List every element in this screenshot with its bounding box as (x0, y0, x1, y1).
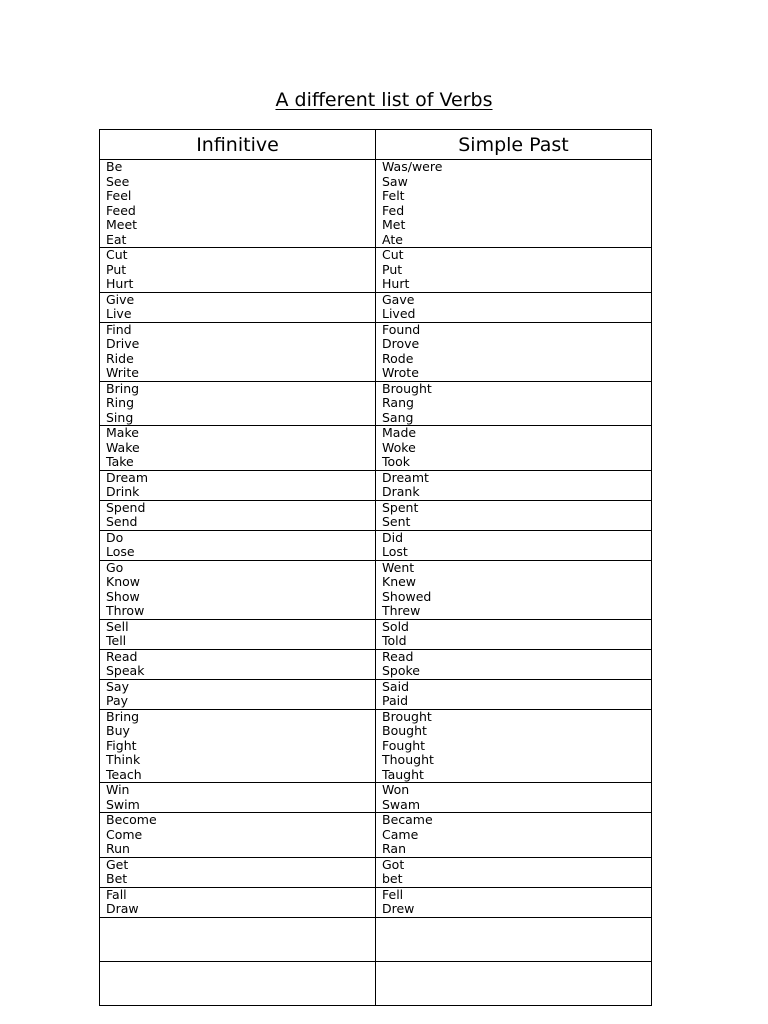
simple-past-word: Woke (382, 439, 416, 455)
infinitive-word: Swim (106, 796, 140, 812)
verb-group-row (100, 813, 652, 858)
infinitive-word: Fight (106, 737, 137, 753)
infinitive-cell (100, 813, 376, 858)
infinitive-word: Win (106, 782, 130, 797)
infinitive-cell (100, 426, 376, 471)
simple-past-word: Sang (382, 409, 414, 425)
simple-past-word: Showed (382, 588, 432, 604)
simple-past-word: Brought (382, 708, 432, 724)
infinitive-cell (100, 857, 376, 887)
infinitive-word: Be (106, 159, 123, 174)
infinitive-cell (100, 470, 376, 500)
infinitive-word: Bring (106, 380, 140, 396)
verb-group-row (100, 857, 652, 887)
infinitive-word: Show (106, 588, 140, 604)
simple-past-cell (376, 292, 652, 322)
infinitive-word: Find (106, 321, 132, 337)
simple-past-cell (376, 560, 652, 619)
infinitive-word: Spend (106, 499, 146, 515)
infinitive-word: Tell (106, 633, 127, 648)
infinitive-cell (100, 783, 376, 813)
simple-past-word: Drew (382, 901, 415, 916)
simple-past-cell (376, 248, 652, 293)
infinitive-word: See (106, 173, 130, 189)
simple-past-word: Sold (382, 618, 409, 634)
simple-past-word: Bought (382, 723, 427, 738)
simple-past-word: bet (382, 871, 403, 886)
infinitive-word: Draw (106, 901, 139, 916)
infinitive-word: Cut (106, 247, 128, 262)
simple-past-word: Found (382, 321, 421, 337)
verb-group-row (100, 530, 652, 560)
verb-group-row (100, 248, 652, 293)
simple-past-cell (376, 381, 652, 426)
infinitive-word: Speak (106, 663, 145, 678)
infinitive-word: Get (106, 856, 129, 872)
infinitive-word: Take (106, 454, 134, 469)
infinitive-word: Run (106, 841, 130, 856)
simple-past-word: Got (382, 856, 405, 872)
verb-group-row (100, 560, 652, 619)
infinitive-word: Bring (106, 708, 140, 724)
infinitive-word: Hurt (106, 276, 134, 291)
simple-past-cell (376, 619, 652, 649)
simple-past-word: Rang (382, 395, 414, 410)
simple-past-header: Simple Past (376, 130, 652, 160)
simple-past-word: Did (382, 529, 404, 545)
simple-past-cell (376, 470, 652, 500)
infinitive-word: Become (106, 812, 157, 827)
infinitive-word: Read (106, 648, 138, 664)
simple-past-word: Read (382, 648, 414, 664)
infinitive-word: Say (106, 678, 129, 694)
simple-past-word: Saw (382, 173, 408, 189)
simple-past-word: Fell (382, 886, 404, 902)
simple-past-cell (376, 887, 652, 917)
infinitive-cell (100, 649, 376, 679)
infinitive-word: Go (106, 559, 124, 575)
simple-past-word: Lost (382, 544, 408, 559)
verb-table-body (100, 160, 652, 1006)
empty-cell (100, 961, 376, 1005)
simple-past-word: Lived (382, 306, 416, 321)
empty-cell (376, 917, 652, 961)
simple-past-cell (376, 813, 652, 858)
simple-past-word: Thought (382, 752, 434, 767)
simple-past-word: Hurt (382, 276, 410, 291)
verb-group-row (100, 381, 652, 426)
infinitive-cell (100, 500, 376, 530)
simple-past-word: Wrote (382, 365, 419, 380)
empty-cell (100, 917, 376, 961)
verb-table (99, 129, 652, 1006)
simple-past-cell (376, 500, 652, 530)
infinitive-word: Put (106, 261, 127, 277)
infinitive-word: Fall (106, 886, 127, 902)
simple-past-word: Won (382, 782, 410, 797)
verb-group-row (100, 500, 652, 530)
simple-past-word: Dreamt (382, 469, 429, 485)
simple-past-word: Swam (382, 796, 420, 812)
simple-past-cell (376, 322, 652, 381)
infinitive-word: Think (106, 752, 141, 767)
simple-past-word: Went (382, 559, 415, 575)
infinitive-word: Come (106, 826, 143, 842)
simple-past-word: Was/were (382, 159, 443, 174)
simple-past-word: Felt (382, 188, 405, 203)
infinitive-cell (100, 248, 376, 293)
infinitive-word: Bet (106, 871, 128, 886)
simple-past-cell (376, 426, 652, 471)
verb-group-row (100, 292, 652, 322)
simple-past-word: Fed (382, 202, 405, 218)
infinitive-cell (100, 530, 376, 560)
simple-past-word: Rode (382, 350, 414, 366)
simple-past-word: Became (382, 812, 433, 827)
infinitive-word: Teach (106, 766, 142, 782)
header-row (100, 130, 652, 160)
infinitive-word: Sell (106, 618, 129, 634)
verb-group-row (100, 679, 652, 709)
infinitive-word: Know (106, 574, 140, 589)
infinitive-word: Pay (106, 693, 129, 708)
infinitive-word: Live (106, 306, 132, 321)
verb-group-row (100, 160, 652, 248)
infinitive-cell (100, 322, 376, 381)
infinitive-cell (100, 709, 376, 783)
simple-past-word: Said (382, 678, 410, 694)
simple-past-cell (376, 679, 652, 709)
infinitive-cell (100, 887, 376, 917)
verb-group-row (100, 709, 652, 783)
simple-past-cell (376, 783, 652, 813)
simple-past-word: Gave (382, 291, 415, 307)
infinitive-word: Buy (106, 723, 130, 738)
simple-past-cell (376, 649, 652, 679)
infinitive-word: Send (106, 514, 138, 529)
infinitive-word: Make (106, 425, 139, 440)
infinitive-cell (100, 679, 376, 709)
simple-past-word: Came (382, 826, 419, 842)
infinitive-word: Dream (106, 469, 149, 485)
simple-past-word: Sent (382, 514, 411, 529)
simple-past-cell (376, 530, 652, 560)
simple-past-word: Drank (382, 484, 420, 499)
infinitive-cell (100, 381, 376, 426)
infinitive-word: Eat (106, 231, 127, 247)
simple-past-word: Paid (382, 693, 409, 708)
infinitive-word: Throw (106, 603, 145, 618)
simple-past-word: Ate (382, 231, 403, 247)
verb-group-row (100, 649, 652, 679)
infinitive-word: Wake (106, 439, 140, 455)
infinitive-word: Feed (106, 202, 136, 218)
infinitive-word: Sing (106, 409, 134, 425)
simple-past-word: Fought (382, 737, 426, 753)
simple-past-word: Brought (382, 380, 432, 396)
infinitive-word: Drink (106, 484, 140, 499)
verb-group-row (100, 426, 652, 471)
infinitive-cell (100, 160, 376, 248)
empty-cell (376, 961, 652, 1005)
infinitive-word: Ring (106, 395, 135, 410)
infinitive-header: Infinitive (100, 130, 376, 160)
infinitive-word: Ride (106, 350, 134, 366)
infinitive-cell (100, 619, 376, 649)
simple-past-word: Knew (382, 574, 417, 589)
simple-past-cell (376, 709, 652, 783)
infinitive-cell (100, 292, 376, 322)
verb-group-row (100, 470, 652, 500)
simple-past-word: Put (382, 261, 403, 277)
simple-past-word: Threw (382, 603, 421, 618)
infinitive-word: Lose (106, 544, 135, 559)
infinitive-word: Meet (106, 217, 138, 232)
infinitive-word: Do (106, 529, 124, 545)
verb-group-row (100, 887, 652, 917)
simple-past-word: Cut (382, 247, 404, 262)
simple-past-word: Took (382, 454, 411, 469)
infinitive-cell (100, 560, 376, 619)
simple-past-word: Drove (382, 336, 420, 351)
simple-past-word: Met (382, 217, 406, 232)
verb-group-row (100, 619, 652, 649)
verb-group-row (100, 322, 652, 381)
simple-past-word: Spoke (382, 663, 421, 678)
verb-group-row (100, 783, 652, 813)
simple-past-word: Told (382, 633, 407, 648)
simple-past-cell (376, 160, 652, 248)
infinitive-word: Write (106, 365, 140, 380)
simple-past-cell (376, 857, 652, 887)
infinitive-word: Give (106, 291, 135, 307)
simple-past-word: Spent (382, 499, 419, 515)
infinitive-word: Drive (106, 336, 140, 351)
simple-past-word: Ran (382, 841, 406, 856)
infinitive-word: Feel (106, 188, 132, 203)
simple-past-word: Made (382, 425, 417, 440)
simple-past-word: Taught (382, 766, 424, 782)
empty-row (100, 917, 652, 961)
empty-row (100, 961, 652, 1005)
document-title: A different list of Verbs (275, 89, 493, 111)
